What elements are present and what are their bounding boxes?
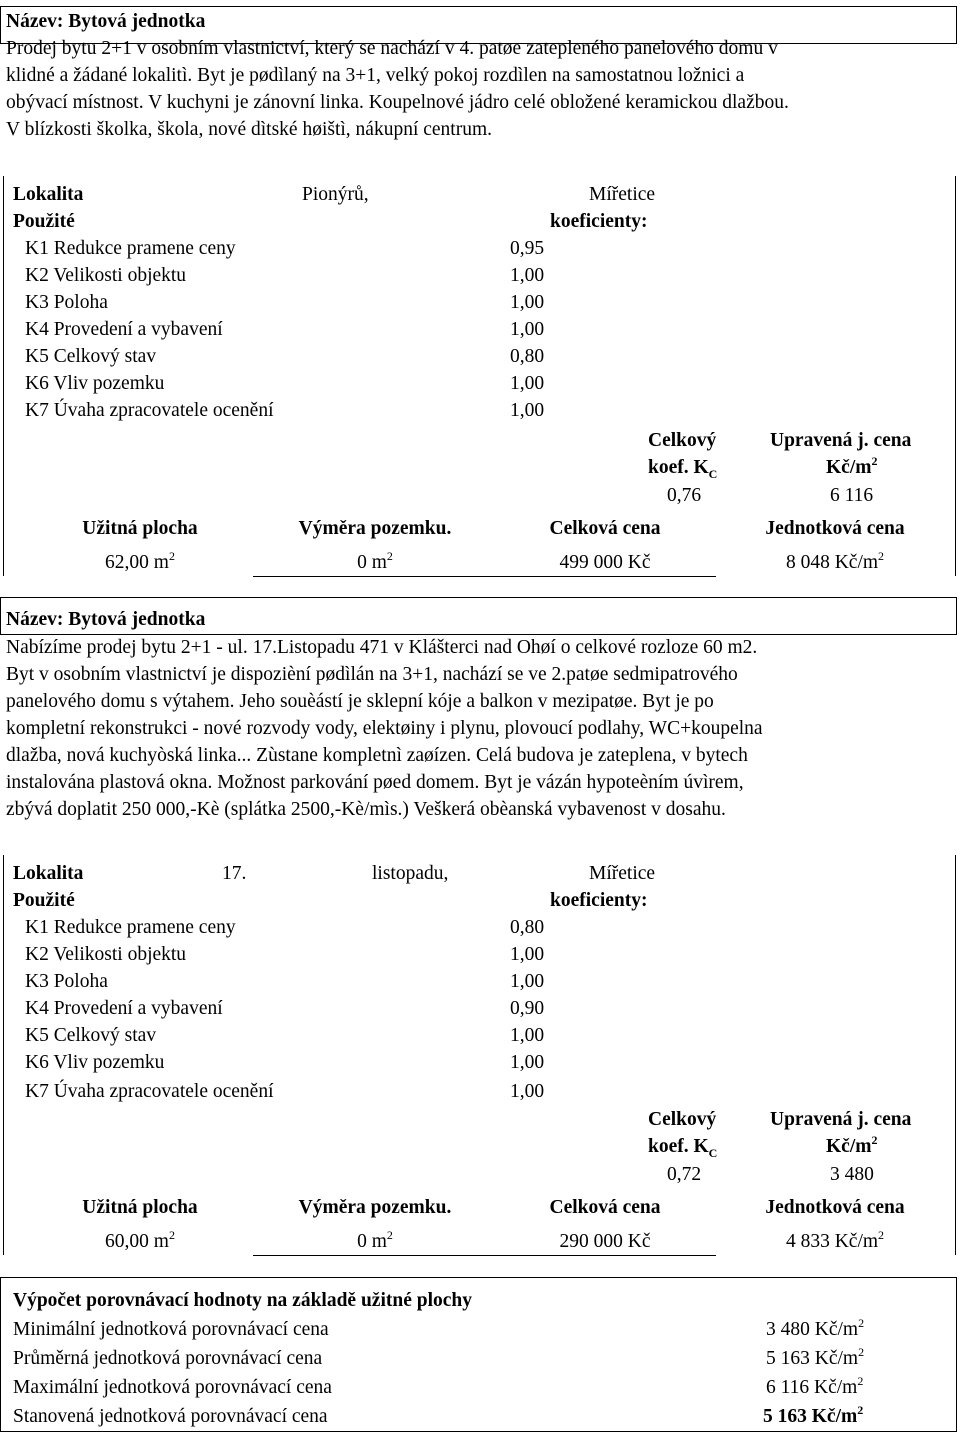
koef-kc-text: koef. K [648,457,709,478]
listing-2-title: Název: Bytová jednotka [6,609,206,630]
celkovy-value: 0,72 [667,1164,702,1185]
superscript-2: 2 [871,454,878,468]
summary-row-value [766,1374,863,1401]
coef-label: K7 Úvaha zpracovatele ocenění [25,1081,274,1102]
superscript-2: 2 [386,549,393,563]
listing-1-title: Název: Bytová jednotka [6,11,206,32]
kc-m2-text: Kč/m [826,1136,872,1157]
table-left-border [3,855,4,1255]
header-celkova-cena: Celková cena [549,1197,661,1218]
pouzite-label: Použité [13,890,75,911]
superscript-2: 2 [386,1228,393,1242]
celkovy-label: Celkový [648,430,717,451]
koeficienty-label: koeficienty: [550,890,648,911]
description-line: panelového domu s výtahem. Jeho souèástí je sklepní kóje a balkon v mezipatøe. Byt je po [6,691,714,712]
summary-row-label: Průměrná jednotková porovnávací cena [13,1348,323,1369]
value-text: 5 163 Kč/m [766,1348,859,1369]
description-line: dlažba, nová kuchyòská linka... Zùstane kompletnì zaøízen. Celá budova je zateplena, v bytech [6,745,748,766]
summary-row-value-final [763,1403,863,1430]
coef-value: 1,00 [510,1052,545,1073]
coef-value: 0,80 [510,346,545,367]
description-line: zbývá doplatit 250 000,-Kè (splátka 2500,-Kè/mìs.) Veškerá obèanská vybavenost v dosahu. [6,799,726,820]
coef-value: 1,00 [510,971,545,992]
value-text: 0 m [357,1231,387,1252]
header-vymera-pozemku: Výměra pozemku. [298,1197,452,1218]
celkovy-label: Celkový [648,1109,717,1130]
coef-value: 1,00 [510,944,545,965]
summary-row-value [766,1345,864,1372]
summary-row-value [766,1316,864,1343]
celkovy-value: 0,76 [667,485,702,506]
superscript-2: 2 [858,1345,865,1359]
summary-row-label: Stanovená jednotková porovnávací cena [13,1406,328,1427]
description-line: instalována plastová okna. Možnost parkování pøed domem. Byt je vázán hypoteèním úvìrem, [6,772,744,793]
superscript-2: 2 [168,549,175,563]
upravena-label: Upravená j. cena [770,1109,912,1130]
coef-label: K1 Redukce pramene ceny [25,238,236,259]
coef-value: 1,00 [510,1081,545,1102]
value-text: 60,00 m [105,1231,169,1252]
description-line: klidné a žádané lokalitì. Byt je pødìlaný na 3+1, velký pokoj rozdìlen na samostatnou ložnici a [6,65,745,86]
vymera-value [265,1228,485,1255]
listing-2-description [6,634,951,823]
table-left-border [3,176,4,576]
listing-1-description [6,35,951,143]
uzitna-plocha-value [40,1228,240,1255]
jednotkova-cena-value [735,549,935,576]
value-text: 4 833 Kč/m [785,1231,879,1252]
koef-kc-subscript: C [708,467,718,481]
lokalita-label: Lokalita [13,184,84,205]
superscript-2: 2 [878,1228,885,1242]
header-celkova-cena: Celková cena [549,518,661,539]
description-line: Nabízíme prodej bytu 2+1 - ul. 17.Listopadu 471 v Klášterci nad Ohøí o celkové rozloze 60 m2. [6,637,758,658]
header-jednotkova-cena: Jednotková cena [765,518,905,539]
coef-value: 1,00 [510,265,545,286]
coef-value: 1,00 [510,319,545,340]
kc-m2-text: Kč/m [826,457,872,478]
kc-m2-label [826,1133,877,1160]
koef-kc-label [648,454,717,481]
summary-title: Výpočet porovnávací hodnoty na základě užitné plochy [13,1290,473,1311]
koef-kc-text: koef. K [648,1136,709,1157]
koef-kc-subscript: C [708,1146,718,1160]
coef-label: K1 Redukce pramene ceny [25,917,236,938]
lokalita-street: Pionýrů, [302,184,369,205]
superscript-2: 2 [857,1403,864,1417]
jednotkova-cena-value [735,1228,935,1255]
underline [498,1255,716,1256]
coef-label: K6 Vliv pozemku [25,1052,165,1073]
pouzite-label: Použité [13,211,75,232]
coef-label: K5 Celkový stav [25,1025,157,1046]
coef-value: 1,00 [510,373,545,394]
lokalita-number: 17. [222,863,247,884]
upravena-label: Upravená j. cena [770,430,912,451]
coef-label: K2 Velikosti objektu [25,944,187,965]
coef-value: 0,90 [510,998,545,1019]
coef-label: K6 Vliv pozemku [25,373,165,394]
underline [253,576,498,577]
value-text: 5 163 Kč/m [763,1406,858,1427]
header-vymera-pozemku: Výměra pozemku. [298,518,452,539]
kc-m2-label [826,454,877,481]
coef-value: 0,80 [510,917,545,938]
upravena-value: 6 116 [830,485,874,506]
koef-kc-label [648,1133,717,1160]
superscript-2: 2 [858,1316,865,1330]
coef-label: K4 Provedení a vybavení [25,319,223,340]
value-text: 6 116 Kč/m [766,1377,858,1398]
celkova-cena-value: 290 000 Kč [559,1231,651,1252]
coef-value: 1,00 [510,292,545,313]
header-jednotkova-cena: Jednotková cena [765,1197,905,1218]
coef-label: K7 Úvaha zpracovatele ocenění [25,400,274,421]
koeficienty-label: koeficienty: [550,211,648,232]
value-text: 3 480 Kč/m [766,1319,859,1340]
underline [498,576,716,577]
superscript-2: 2 [871,1133,878,1147]
coef-label: K3 Poloha [25,971,108,992]
summary-row-label: Maximální jednotková porovnávací cena [13,1377,332,1398]
celkova-cena-value: 499 000 Kč [559,552,651,573]
description-line: obývací místnost. V kuchyni je zánovní linka. Koupelnové jádro celé obložené keramickou dlažbou. [6,92,789,113]
superscript-2: 2 [168,1228,175,1242]
coef-label: K2 Velikosti objektu [25,265,187,286]
lokalita-label: Lokalita [13,863,84,884]
description-line: Byt v osobním vlastnictví je dispozièní pødìlán na 3+1, nachází se ve 2.patøe sedmipatrového [6,664,738,685]
superscript-2: 2 [878,549,885,563]
superscript-2: 2 [857,1374,864,1388]
lokalita-town: Mířetice [589,863,656,884]
value-text: 62,00 m [105,552,169,573]
lokalita-street: listopadu, [372,863,449,884]
upravena-value: 3 480 [830,1164,874,1185]
lokalita-town: Mířetice [589,184,656,205]
value-text: 0 m [357,552,387,573]
uzitna-plocha-value [40,549,240,576]
underline [253,1255,498,1256]
coef-label: K5 Celkový stav [25,346,157,367]
coef-value: 1,00 [510,400,545,421]
header-uzitna-plocha: Užitná plocha [82,518,198,539]
coef-label: K3 Poloha [25,292,108,313]
description-line: Prodej bytu 2+1 v osobním vlastnictví, který se nachází v 4. patøe zatepleného panelového domu v [6,38,778,59]
vymera-value [265,549,485,576]
coef-value: 1,00 [510,1025,545,1046]
summary-row-label: Minimální jednotková porovnávací cena [13,1319,329,1340]
header-uzitna-plocha: Užitná plocha [82,1197,198,1218]
description-line: kompletní rekonstrukci - nové rozvody vody, elektøiny i plynu, plovoucí podlahy, WC+koupelna [6,718,763,739]
coef-label: K4 Provedení a vybavení [25,998,223,1019]
table-right-border [955,855,956,1255]
description-line: V blízkosti školka, škola, nové dìtské høištì, nákupní centrum. [6,119,493,140]
value-text: 8 048 Kč/m [785,552,879,573]
table-right-border [955,176,956,576]
coef-value: 0,95 [510,238,545,259]
